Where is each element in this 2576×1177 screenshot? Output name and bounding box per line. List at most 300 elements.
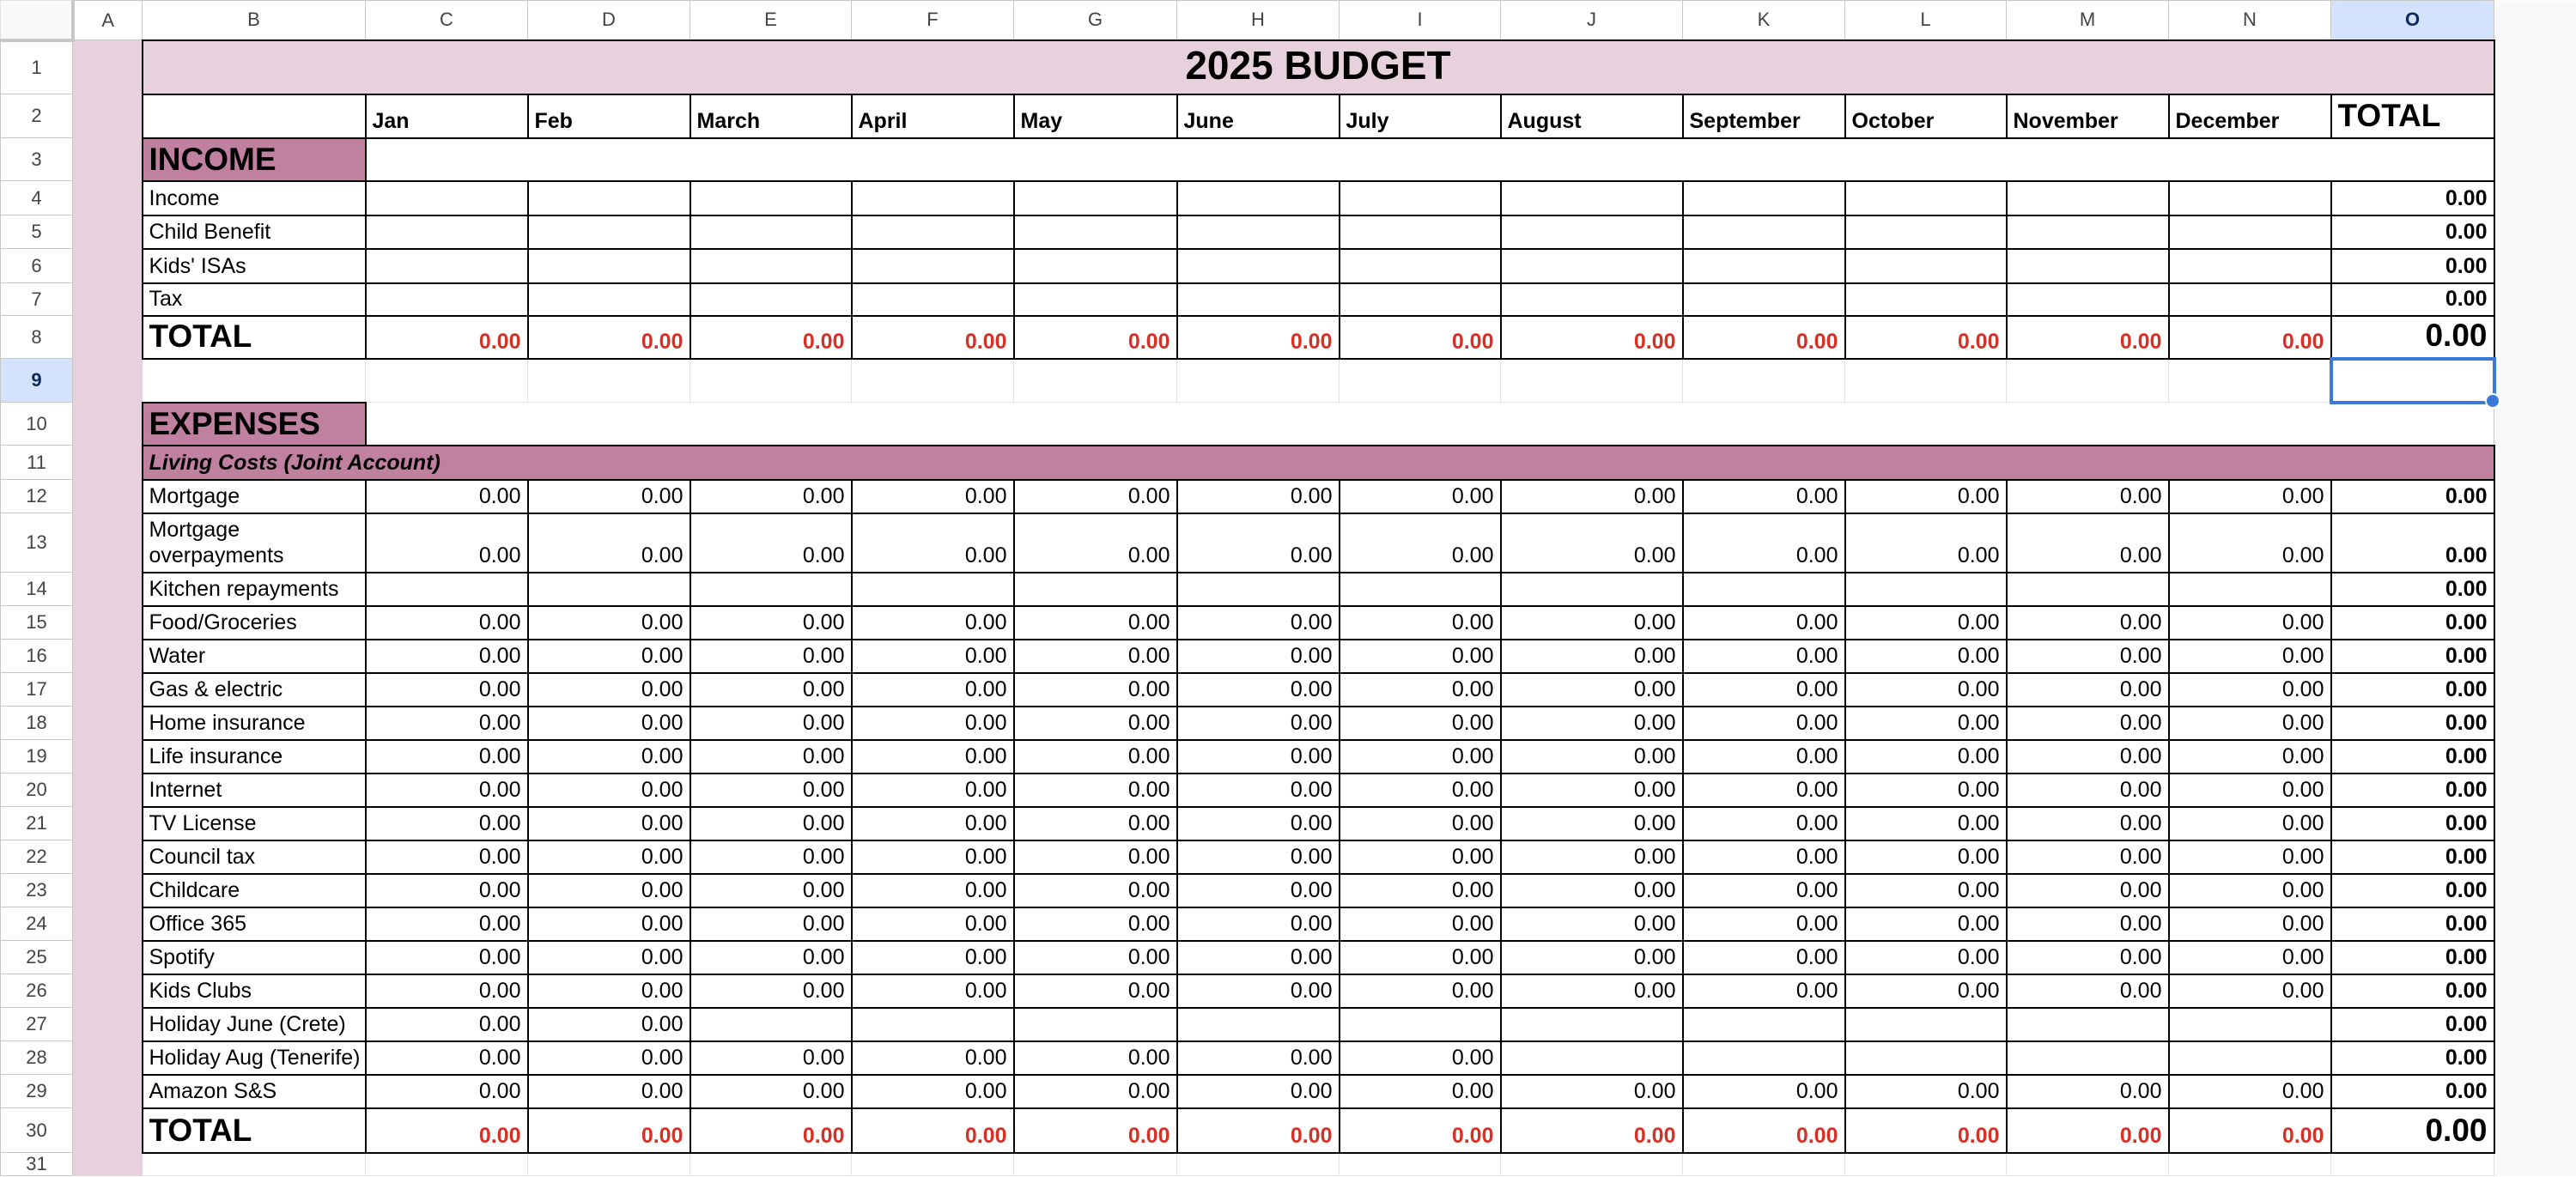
expense-row-label[interactable]: Childcare: [143, 874, 366, 907]
expense-month-value[interactable]: 0.00: [366, 1041, 528, 1075]
expense-row-total[interactable]: 0.00: [2331, 1008, 2494, 1041]
income-month-value[interactable]: [366, 215, 528, 249]
empty-cell[interactable]: [1845, 1153, 2007, 1176]
empty-cell[interactable]: [1845, 359, 2007, 403]
expense-month-value[interactable]: 0.00: [690, 941, 852, 974]
expense-month-value[interactable]: 0.00: [1340, 840, 1501, 874]
total-header[interactable]: TOTAL: [2331, 94, 2494, 138]
expense-month-value[interactable]: [1683, 1041, 1845, 1075]
expense-month-value[interactable]: 0.00: [852, 640, 1014, 673]
expenses-subheading[interactable]: Living Costs (Joint Account): [143, 446, 2494, 480]
row-header-5[interactable]: 5: [1, 215, 73, 249]
expense-month-value[interactable]: [2007, 573, 2169, 606]
expense-month-value[interactable]: 0.00: [1177, 740, 1340, 774]
expense-month-value[interactable]: 0.00: [2007, 707, 2169, 740]
expense-month-value[interactable]: 0.00: [2007, 774, 2169, 807]
month-header[interactable]: April: [852, 94, 1014, 138]
income-month-value[interactable]: [1340, 215, 1501, 249]
expense-month-value[interactable]: 0.00: [1177, 840, 1340, 874]
empty-cell[interactable]: [1340, 1153, 1501, 1176]
expense-month-value[interactable]: 0.00: [1683, 840, 1845, 874]
expense-month-value[interactable]: 0.00: [1014, 807, 1177, 840]
income-row-total[interactable]: 0.00: [2331, 249, 2494, 283]
column-header-e[interactable]: E: [690, 1, 852, 40]
expenses-grand-total[interactable]: 0.00: [2331, 1108, 2494, 1153]
expenses-total-label[interactable]: TOTAL: [143, 1108, 366, 1153]
expense-row-total[interactable]: 0.00: [2331, 606, 2494, 640]
expense-month-value[interactable]: 0.00: [852, 774, 1014, 807]
expense-month-value[interactable]: 0.00: [528, 840, 690, 874]
expense-month-value[interactable]: [1683, 573, 1845, 606]
income-month-value[interactable]: [1501, 283, 1683, 316]
cell-a4[interactable]: [73, 181, 143, 215]
empty-cell[interactable]: [366, 359, 528, 403]
expense-month-value[interactable]: 0.00: [528, 513, 690, 573]
empty-cell[interactable]: [1014, 1153, 1177, 1176]
cell-a28[interactable]: [73, 1041, 143, 1075]
row-header-3[interactable]: 3: [1, 138, 73, 181]
expense-month-value[interactable]: 0.00: [852, 480, 1014, 513]
expense-month-value[interactable]: 0.00: [1683, 740, 1845, 774]
income-grand-total[interactable]: 0.00: [2331, 316, 2494, 359]
expense-month-value[interactable]: 0.00: [2007, 907, 2169, 941]
expense-row-label[interactable]: Kids Clubs: [143, 974, 366, 1008]
expense-month-value[interactable]: [852, 573, 1014, 606]
row-header-21[interactable]: 21: [1, 807, 73, 840]
month-header[interactable]: December: [2169, 94, 2331, 138]
empty-cell[interactable]: [1501, 359, 1683, 403]
expense-row-label[interactable]: Gas & electric: [143, 673, 366, 707]
expense-month-value[interactable]: 0.00: [1845, 941, 2007, 974]
month-header[interactable]: Jan: [366, 94, 528, 138]
expense-month-value[interactable]: 0.00: [1340, 673, 1501, 707]
expense-month-value[interactable]: 0.00: [1340, 740, 1501, 774]
expense-month-value[interactable]: 0.00: [1845, 480, 2007, 513]
empty-cell[interactable]: [1177, 359, 1340, 403]
cell-a13[interactable]: [73, 513, 143, 573]
expense-month-value[interactable]: 0.00: [2007, 1075, 2169, 1108]
expense-month-value[interactable]: 0.00: [366, 907, 528, 941]
expense-month-value[interactable]: 0.00: [852, 840, 1014, 874]
income-month-value[interactable]: [1845, 249, 2007, 283]
expense-month-value[interactable]: 0.00: [1845, 974, 2007, 1008]
expense-month-value[interactable]: 0.00: [1340, 707, 1501, 740]
income-row-label[interactable]: Child Benefit: [143, 215, 366, 249]
cell-a8[interactable]: [73, 316, 143, 359]
expense-row-label[interactable]: Holiday June (Crete): [143, 1008, 366, 1041]
expense-month-value[interactable]: 0.00: [2007, 974, 2169, 1008]
expense-month-value[interactable]: 0.00: [366, 774, 528, 807]
income-row-total[interactable]: 0.00: [2331, 215, 2494, 249]
expense-month-value[interactable]: 0.00: [528, 974, 690, 1008]
income-month-value[interactable]: [690, 215, 852, 249]
month-header[interactable]: October: [1845, 94, 2007, 138]
cell-a5[interactable]: [73, 215, 143, 249]
empty-cell[interactable]: [528, 359, 690, 403]
row-header-16[interactable]: 16: [1, 640, 73, 673]
income-month-value[interactable]: [1014, 181, 1177, 215]
expense-row-total[interactable]: 0.00: [2331, 707, 2494, 740]
expense-month-value[interactable]: 0.00: [1501, 740, 1683, 774]
empty-cell[interactable]: [2007, 1153, 2169, 1176]
expense-month-value[interactable]: 0.00: [1683, 807, 1845, 840]
expense-month-value[interactable]: [690, 1008, 852, 1041]
expense-month-value[interactable]: [1845, 1041, 2007, 1075]
expense-row-label[interactable]: Holiday Aug (Tenerife): [143, 1041, 366, 1075]
expense-month-value[interactable]: 0.00: [1845, 774, 2007, 807]
expense-month-value[interactable]: [1014, 1008, 1177, 1041]
expense-month-value[interactable]: 0.00: [1501, 640, 1683, 673]
expense-month-value[interactable]: 0.00: [1683, 640, 1845, 673]
cell-a20[interactable]: [73, 774, 143, 807]
expense-month-value[interactable]: [852, 1008, 1014, 1041]
income-month-value[interactable]: [1845, 181, 2007, 215]
expense-row-total[interactable]: 0.00: [2331, 874, 2494, 907]
expense-month-value[interactable]: 0.00: [1845, 513, 2007, 573]
expense-month-value[interactable]: 0.00: [1683, 874, 1845, 907]
expense-month-value[interactable]: [1683, 1008, 1845, 1041]
expense-month-value[interactable]: 0.00: [1340, 606, 1501, 640]
row-header-12[interactable]: 12: [1, 480, 73, 513]
expense-row-total[interactable]: 0.00: [2331, 1075, 2494, 1108]
expense-month-value[interactable]: 0.00: [1340, 513, 1501, 573]
row-header-25[interactable]: 25: [1, 941, 73, 974]
empty-cell[interactable]: [1014, 359, 1177, 403]
expense-month-value[interactable]: 0.00: [1845, 874, 2007, 907]
expense-month-value[interactable]: 0.00: [528, 673, 690, 707]
column-header-j[interactable]: J: [1501, 1, 1683, 40]
expense-month-value[interactable]: 0.00: [1014, 1041, 1177, 1075]
income-month-value[interactable]: [1683, 181, 1845, 215]
expense-month-value[interactable]: [1501, 573, 1683, 606]
expense-month-value[interactable]: 0.00: [366, 640, 528, 673]
expenses-month-total[interactable]: 0.00: [1683, 1108, 1845, 1153]
expense-row-label[interactable]: Kitchen repayments: [143, 573, 366, 606]
month-header[interactable]: September: [1683, 94, 1845, 138]
cell-a7[interactable]: [73, 283, 143, 316]
empty-cell[interactable]: [1683, 359, 1845, 403]
expense-month-value[interactable]: 0.00: [690, 974, 852, 1008]
expense-month-value[interactable]: 0.00: [1683, 606, 1845, 640]
empty-cell[interactable]: [852, 1153, 1014, 1176]
expense-month-value[interactable]: [2169, 573, 2331, 606]
expense-month-value[interactable]: [1501, 1008, 1683, 1041]
income-month-total[interactable]: 0.00: [2007, 316, 2169, 359]
expense-month-value[interactable]: 0.00: [1340, 480, 1501, 513]
expense-month-value[interactable]: 0.00: [2169, 807, 2331, 840]
income-month-value[interactable]: [1845, 283, 2007, 316]
income-month-value[interactable]: [2007, 283, 2169, 316]
expense-month-value[interactable]: [1845, 573, 2007, 606]
expense-month-value[interactable]: 0.00: [1501, 840, 1683, 874]
empty-cell[interactable]: [2169, 1153, 2331, 1176]
expense-month-value[interactable]: 0.00: [2169, 840, 2331, 874]
income-month-value[interactable]: [852, 181, 1014, 215]
expense-month-value[interactable]: 0.00: [1014, 606, 1177, 640]
expense-month-value[interactable]: 0.00: [366, 840, 528, 874]
income-month-total[interactable]: 0.00: [2169, 316, 2331, 359]
row-header-11[interactable]: 11: [1, 446, 73, 480]
expense-month-value[interactable]: 0.00: [1845, 807, 2007, 840]
empty-cell[interactable]: [2007, 359, 2169, 403]
expense-month-value[interactable]: 0.00: [1845, 707, 2007, 740]
expense-month-value[interactable]: 0.00: [2007, 740, 2169, 774]
row-header-10[interactable]: 10: [1, 403, 73, 446]
expense-row-total[interactable]: 0.00: [2331, 840, 2494, 874]
expense-month-value[interactable]: 0.00: [366, 513, 528, 573]
expense-month-value[interactable]: 0.00: [1177, 974, 1340, 1008]
empty-cell[interactable]: [528, 1153, 690, 1176]
expense-row-label[interactable]: Water: [143, 640, 366, 673]
income-month-value[interactable]: [1014, 283, 1177, 316]
column-header-n[interactable]: N: [2169, 1, 2331, 40]
expense-month-value[interactable]: 0.00: [1177, 480, 1340, 513]
expense-month-value[interactable]: 0.00: [1501, 874, 1683, 907]
row-header-30[interactable]: 30: [1, 1108, 73, 1153]
expense-month-value[interactable]: 0.00: [1340, 941, 1501, 974]
expense-month-value[interactable]: 0.00: [366, 1075, 528, 1108]
income-month-value[interactable]: [1340, 181, 1501, 215]
expense-month-value[interactable]: [1340, 573, 1501, 606]
expense-month-value[interactable]: 0.00: [1014, 874, 1177, 907]
expense-month-value[interactable]: 0.00: [852, 673, 1014, 707]
expense-month-value[interactable]: 0.00: [690, 707, 852, 740]
row-header-19[interactable]: 19: [1, 740, 73, 774]
column-header-b[interactable]: B: [143, 1, 366, 40]
row-header-13[interactable]: 13: [1, 513, 73, 573]
row-header-9[interactable]: 9: [1, 359, 73, 403]
income-heading[interactable]: INCOME: [143, 138, 366, 181]
expense-month-value[interactable]: 0.00: [1845, 1075, 2007, 1108]
expense-month-value[interactable]: 0.00: [528, 941, 690, 974]
income-month-value[interactable]: [366, 283, 528, 316]
income-month-total[interactable]: 0.00: [1014, 316, 1177, 359]
income-month-value[interactable]: [852, 283, 1014, 316]
expense-month-value[interactable]: 0.00: [1177, 640, 1340, 673]
cell-a17[interactable]: [73, 673, 143, 707]
expense-month-value[interactable]: 0.00: [690, 480, 852, 513]
expense-month-value[interactable]: 0.00: [1683, 941, 1845, 974]
income-month-value[interactable]: [2007, 215, 2169, 249]
cell-a25[interactable]: [73, 941, 143, 974]
expense-month-value[interactable]: [2007, 1008, 2169, 1041]
expense-month-value[interactable]: 0.00: [366, 941, 528, 974]
income-month-value[interactable]: [366, 181, 528, 215]
cell-a30[interactable]: [73, 1108, 143, 1153]
income-month-value[interactable]: [1501, 249, 1683, 283]
expense-month-value[interactable]: 0.00: [528, 907, 690, 941]
income-month-total[interactable]: 0.00: [366, 316, 528, 359]
expense-month-value[interactable]: 0.00: [2169, 874, 2331, 907]
empty-cell[interactable]: [690, 359, 852, 403]
expense-month-value[interactable]: 0.00: [1177, 907, 1340, 941]
expense-month-value[interactable]: 0.00: [690, 740, 852, 774]
expense-month-value[interactable]: 0.00: [1683, 673, 1845, 707]
expense-month-value[interactable]: 0.00: [1501, 941, 1683, 974]
expense-row-label[interactable]: Food/Groceries: [143, 606, 366, 640]
expense-month-value[interactable]: 0.00: [852, 807, 1014, 840]
expenses-heading[interactable]: EXPENSES: [143, 403, 366, 446]
column-header-m[interactable]: M: [2007, 1, 2169, 40]
cell-a11[interactable]: [73, 446, 143, 480]
month-header[interactable]: March: [690, 94, 852, 138]
row-header-31[interactable]: 31: [1, 1153, 73, 1176]
expenses-month-total[interactable]: 0.00: [2169, 1108, 2331, 1153]
empty-cell[interactable]: [2331, 1153, 2494, 1176]
expense-month-value[interactable]: 0.00: [1014, 974, 1177, 1008]
cell-a16[interactable]: [73, 640, 143, 673]
expense-month-value[interactable]: 0.00: [2169, 480, 2331, 513]
expense-month-value[interactable]: [690, 573, 852, 606]
expense-row-label[interactable]: Life insurance: [143, 740, 366, 774]
expense-month-value[interactable]: 0.00: [366, 740, 528, 774]
expense-row-total[interactable]: 0.00: [2331, 573, 2494, 606]
expense-month-value[interactable]: 0.00: [2169, 907, 2331, 941]
expense-row-total[interactable]: 0.00: [2331, 774, 2494, 807]
expense-row-label[interactable]: Internet: [143, 774, 366, 807]
cell-a27[interactable]: [73, 1008, 143, 1041]
expenses-month-total[interactable]: 0.00: [1177, 1108, 1340, 1153]
expense-month-value[interactable]: 0.00: [690, 774, 852, 807]
expense-month-value[interactable]: 0.00: [1014, 941, 1177, 974]
income-month-value[interactable]: [366, 249, 528, 283]
expense-row-label[interactable]: Mortgage overpayments: [143, 513, 366, 573]
expense-row-total[interactable]: 0.00: [2331, 1041, 2494, 1075]
expense-month-value[interactable]: 0.00: [2169, 1075, 2331, 1108]
expense-month-value[interactable]: [1177, 1008, 1340, 1041]
row-header-29[interactable]: 29: [1, 1075, 73, 1108]
expense-month-value[interactable]: 0.00: [1340, 807, 1501, 840]
expense-row-total[interactable]: 0.00: [2331, 974, 2494, 1008]
income-month-value[interactable]: [528, 215, 690, 249]
expense-month-value[interactable]: 0.00: [2169, 606, 2331, 640]
income-month-value[interactable]: [528, 181, 690, 215]
expense-month-value[interactable]: 0.00: [1177, 673, 1340, 707]
expense-month-value[interactable]: 0.00: [528, 774, 690, 807]
income-month-value[interactable]: [528, 283, 690, 316]
income-month-value[interactable]: [1177, 249, 1340, 283]
expense-month-value[interactable]: [366, 573, 528, 606]
expense-month-value[interactable]: 0.00: [1683, 774, 1845, 807]
expenses-month-total[interactable]: 0.00: [2007, 1108, 2169, 1153]
expense-month-value[interactable]: 0.00: [690, 840, 852, 874]
income-total-label[interactable]: TOTAL: [143, 316, 366, 359]
expense-month-value[interactable]: 0.00: [690, 1075, 852, 1108]
expense-month-value[interactable]: [2169, 1008, 2331, 1041]
expense-month-value[interactable]: 0.00: [528, 807, 690, 840]
expense-month-value[interactable]: 0.00: [1683, 1075, 1845, 1108]
income-month-value[interactable]: [2007, 181, 2169, 215]
column-header-o[interactable]: O: [2331, 1, 2494, 40]
expense-month-value[interactable]: 0.00: [1683, 907, 1845, 941]
expense-month-value[interactable]: 0.00: [528, 1008, 690, 1041]
expense-month-value[interactable]: 0.00: [1014, 480, 1177, 513]
expense-month-value[interactable]: 0.00: [1501, 480, 1683, 513]
row-header-2[interactable]: 2: [1, 94, 73, 138]
expense-month-value[interactable]: 0.00: [1177, 941, 1340, 974]
expense-month-value[interactable]: 0.00: [1014, 774, 1177, 807]
expense-month-value[interactable]: 0.00: [1340, 1041, 1501, 1075]
expense-month-value[interactable]: 0.00: [1340, 1075, 1501, 1108]
income-month-value[interactable]: [1014, 215, 1177, 249]
income-month-value[interactable]: [852, 215, 1014, 249]
expense-month-value[interactable]: 0.00: [366, 606, 528, 640]
expense-month-value[interactable]: 0.00: [1683, 480, 1845, 513]
expense-month-value[interactable]: 0.00: [1177, 1075, 1340, 1108]
cell-c3-merged[interactable]: [366, 138, 2494, 181]
expense-month-value[interactable]: 0.00: [1340, 640, 1501, 673]
expense-month-value[interactable]: 0.00: [2169, 707, 2331, 740]
income-row-total[interactable]: 0.00: [2331, 181, 2494, 215]
expense-month-value[interactable]: 0.00: [366, 673, 528, 707]
cell-a2[interactable]: [73, 94, 143, 138]
expense-month-value[interactable]: 0.00: [2007, 606, 2169, 640]
expense-month-value[interactable]: 0.00: [1014, 1075, 1177, 1108]
expense-month-value[interactable]: 0.00: [1501, 1075, 1683, 1108]
expense-month-value[interactable]: 0.00: [1845, 606, 2007, 640]
income-row-label[interactable]: Tax: [143, 283, 366, 316]
row-header-6[interactable]: 6: [1, 249, 73, 283]
expense-month-value[interactable]: 0.00: [1014, 513, 1177, 573]
expenses-month-total[interactable]: 0.00: [528, 1108, 690, 1153]
income-month-value[interactable]: [1501, 215, 1683, 249]
column-header-h[interactable]: H: [1177, 1, 1340, 40]
row-header-27[interactable]: 27: [1, 1008, 73, 1041]
cell-a22[interactable]: [73, 840, 143, 874]
empty-cell[interactable]: [2169, 359, 2331, 403]
expense-row-total[interactable]: 0.00: [2331, 807, 2494, 840]
row-header-23[interactable]: 23: [1, 874, 73, 907]
expense-month-value[interactable]: 0.00: [366, 874, 528, 907]
cell-a23[interactable]: [73, 874, 143, 907]
expense-month-value[interactable]: 0.00: [1177, 807, 1340, 840]
cell-a21[interactable]: [73, 807, 143, 840]
expense-month-value[interactable]: 0.00: [1501, 974, 1683, 1008]
row-header-22[interactable]: 22: [1, 840, 73, 874]
expense-month-value[interactable]: 0.00: [1845, 640, 2007, 673]
income-month-value[interactable]: [1340, 249, 1501, 283]
income-month-value[interactable]: [2169, 249, 2331, 283]
expense-month-value[interactable]: 0.00: [528, 874, 690, 907]
expense-month-value[interactable]: 0.00: [1014, 907, 1177, 941]
expense-month-value[interactable]: 0.00: [1501, 807, 1683, 840]
income-row-label[interactable]: Kids' ISAs: [143, 249, 366, 283]
expense-month-value[interactable]: 0.00: [690, 907, 852, 941]
month-header[interactable]: Feb: [528, 94, 690, 138]
income-month-total[interactable]: 0.00: [1683, 316, 1845, 359]
expense-month-value[interactable]: 0.00: [528, 740, 690, 774]
expense-month-value[interactable]: 0.00: [852, 874, 1014, 907]
expense-month-value[interactable]: [1340, 1008, 1501, 1041]
cell-a18[interactable]: [73, 707, 143, 740]
expense-month-value[interactable]: 0.00: [366, 807, 528, 840]
empty-cell[interactable]: [1501, 1153, 1683, 1176]
expense-month-value[interactable]: 0.00: [1845, 840, 2007, 874]
row-header-14[interactable]: 14: [1, 573, 73, 606]
expense-month-value[interactable]: 0.00: [1501, 673, 1683, 707]
income-month-value[interactable]: [2169, 181, 2331, 215]
cell-a31[interactable]: [73, 1153, 143, 1176]
row-header-8[interactable]: 8: [1, 316, 73, 359]
expense-month-value[interactable]: 0.00: [2007, 874, 2169, 907]
expenses-month-total[interactable]: 0.00: [366, 1108, 528, 1153]
expense-month-value[interactable]: 0.00: [1845, 740, 2007, 774]
expense-month-value[interactable]: 0.00: [1683, 513, 1845, 573]
column-header-g[interactable]: G: [1014, 1, 1177, 40]
expense-row-label[interactable]: Amazon S&S: [143, 1075, 366, 1108]
income-month-total[interactable]: 0.00: [1177, 316, 1340, 359]
column-header-f[interactable]: F: [852, 1, 1014, 40]
